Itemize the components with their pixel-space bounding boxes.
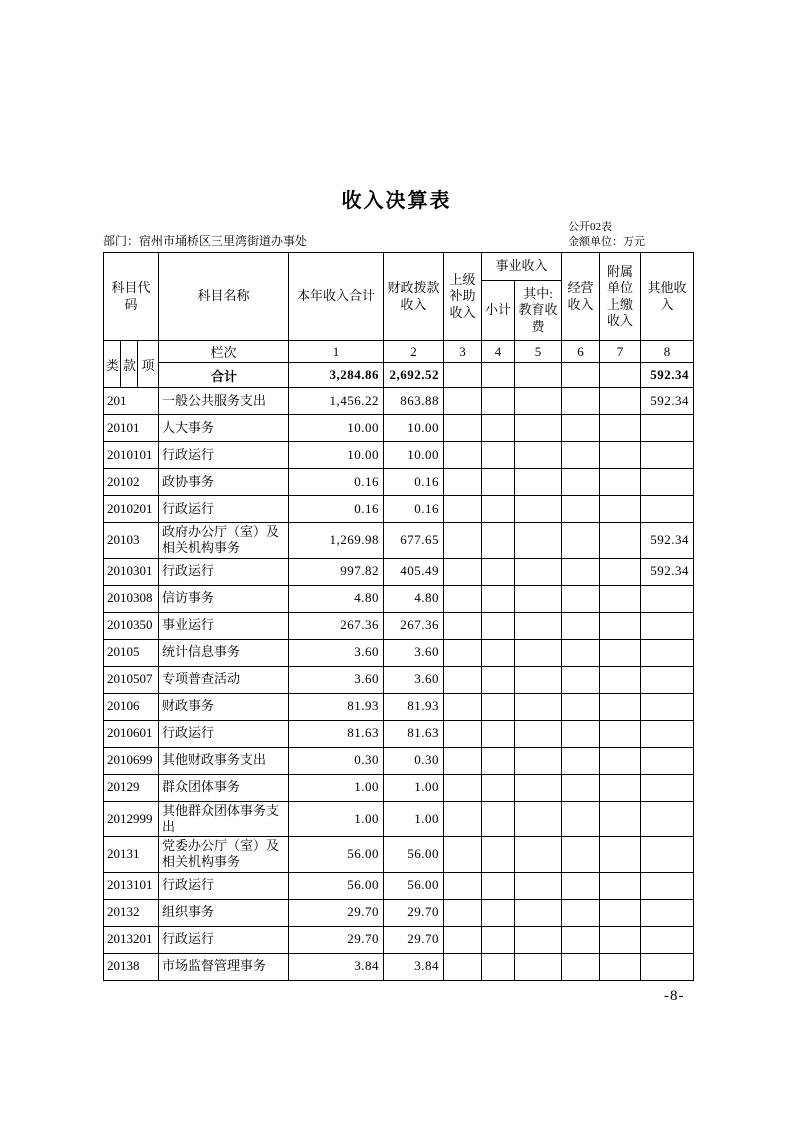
cell-value: 3.60 — [289, 666, 384, 693]
cell-value — [562, 585, 600, 612]
cell-subject-name: 信访事务 — [159, 585, 289, 612]
cell-value — [482, 388, 515, 415]
cell-value — [444, 639, 482, 666]
table-body — [104, 388, 694, 981]
cell-value — [482, 872, 515, 899]
cell-subject-name: 事业运行 — [159, 612, 289, 639]
cell-value: 56.00 — [384, 837, 444, 873]
cell-value — [600, 926, 641, 953]
cell-value — [482, 442, 515, 469]
cell-value — [600, 585, 641, 612]
cell-value — [515, 415, 562, 442]
cell-value — [515, 926, 562, 953]
cell-value — [515, 693, 562, 720]
cell-value — [641, 953, 694, 980]
cell-value — [482, 469, 515, 496]
cell-value — [515, 747, 562, 774]
cell-value — [641, 720, 694, 747]
cell-value — [600, 558, 641, 585]
cell-value — [444, 872, 482, 899]
cell-value — [641, 469, 694, 496]
table-row — [104, 837, 694, 873]
cell-value: 677.65 — [384, 523, 444, 559]
cell-subject-name: 行政运行 — [159, 720, 289, 747]
cell-value: 81.63 — [289, 720, 384, 747]
cell-value — [482, 523, 515, 559]
cell-value — [482, 899, 515, 926]
column-number: 1 — [289, 341, 384, 363]
table-row — [104, 720, 694, 747]
cell-value — [600, 899, 641, 926]
header-operating-income: 经营收入 — [562, 253, 600, 341]
cell-value — [600, 415, 641, 442]
cell-subject-name: 党委办公厅（室）及相关机构事务 — [159, 837, 289, 873]
cell-subject-code: 201 — [104, 388, 159, 415]
cell-value — [600, 523, 641, 559]
cell-value — [641, 693, 694, 720]
cell-subject-name: 其他群众团体事务支出 — [159, 801, 289, 837]
column-number: 2 — [384, 341, 444, 363]
cell-value — [641, 639, 694, 666]
cell-value: 3.84 — [384, 953, 444, 980]
cell-value — [562, 442, 600, 469]
cell-subject-code: 2013201 — [104, 926, 159, 953]
cell-subject-code: 20102 — [104, 469, 159, 496]
cell-value — [641, 442, 694, 469]
cell-value: 3.60 — [384, 639, 444, 666]
header-business-subtotal: 小计 — [482, 281, 515, 341]
cell-value: 4.80 — [289, 585, 384, 612]
total-row — [104, 363, 694, 388]
cell-value: 997.82 — [289, 558, 384, 585]
table-row — [104, 442, 694, 469]
cell-value: 0.30 — [289, 747, 384, 774]
income-table — [103, 252, 694, 981]
cell-value: 405.49 — [384, 558, 444, 585]
cell-value — [600, 953, 641, 980]
cell-subject-code: 2010201 — [104, 496, 159, 523]
cell-value — [444, 469, 482, 496]
table-row — [104, 612, 694, 639]
cell-value: 3,284.86 — [289, 363, 384, 388]
cell-subject-name: 统计信息事务 — [159, 639, 289, 666]
table-row — [104, 747, 694, 774]
cell-value — [562, 872, 600, 899]
header-subject-code: 科目代码 — [104, 253, 159, 341]
table-row — [104, 639, 694, 666]
cell-value — [562, 612, 600, 639]
column-number: 6 — [562, 341, 600, 363]
table-row — [104, 388, 694, 415]
header-total-income: 本年收入合计 — [289, 253, 384, 341]
header-code-item: 项 — [138, 341, 159, 388]
cell-subject-name: 市场监督管理事务 — [159, 953, 289, 980]
cell-value — [562, 558, 600, 585]
cell-value — [600, 363, 641, 388]
cell-subject-code: 2010350 — [104, 612, 159, 639]
cell-value — [600, 837, 641, 873]
cell-value: 1.00 — [384, 774, 444, 801]
cell-value: 592.34 — [641, 388, 694, 415]
form-code-label: 公开02表 — [568, 221, 612, 233]
cell-value — [562, 926, 600, 953]
header-code-class: 类 — [104, 341, 121, 388]
cell-value — [562, 388, 600, 415]
cell-value: 29.70 — [384, 899, 444, 926]
cell-value: 2,692.52 — [384, 363, 444, 388]
cell-value — [600, 469, 641, 496]
cell-subject-code: 2013101 — [104, 872, 159, 899]
cell-value — [641, 837, 694, 873]
table-row — [104, 585, 694, 612]
cell-subject-name: 群众团体事务 — [159, 774, 289, 801]
cell-value: 1,456.22 — [289, 388, 384, 415]
table-row — [104, 801, 694, 837]
cell-value — [562, 469, 600, 496]
cell-value — [482, 666, 515, 693]
cell-value: 29.70 — [384, 926, 444, 953]
cell-value — [444, 693, 482, 720]
cell-value — [562, 363, 600, 388]
cell-value — [444, 953, 482, 980]
cell-subject-name: 政府办公厅（室）及相关机构事务 — [159, 523, 289, 559]
cell-value — [641, 585, 694, 612]
cell-value — [444, 496, 482, 523]
header-affiliated-unit: 附属单位上缴收入 — [600, 253, 641, 341]
cell-value — [562, 774, 600, 801]
cell-value — [562, 837, 600, 873]
cell-value: 56.00 — [289, 872, 384, 899]
cell-value — [641, 801, 694, 837]
cell-value: 1.00 — [289, 801, 384, 837]
cell-value — [562, 720, 600, 747]
cell-value — [600, 639, 641, 666]
cell-value — [515, 837, 562, 873]
cell-value — [482, 774, 515, 801]
header-subject-name: 科目名称 — [159, 253, 289, 341]
cell-value — [482, 837, 515, 873]
cell-value: 81.93 — [289, 693, 384, 720]
cell-value — [515, 720, 562, 747]
cell-value — [515, 558, 562, 585]
cell-value — [515, 585, 562, 612]
cell-subject-name: 行政运行 — [159, 872, 289, 899]
cell-value — [600, 388, 641, 415]
cell-value — [600, 496, 641, 523]
cell-value — [444, 747, 482, 774]
cell-value — [482, 558, 515, 585]
cell-value — [444, 612, 482, 639]
column-index-row — [104, 341, 694, 363]
cell-value — [641, 926, 694, 953]
cell-value: 863.88 — [384, 388, 444, 415]
cell-value — [444, 585, 482, 612]
cell-value — [600, 693, 641, 720]
table-row — [104, 872, 694, 899]
cell-value — [515, 872, 562, 899]
table-row — [104, 666, 694, 693]
cell-value — [600, 774, 641, 801]
cell-subject-name: 人大事务 — [159, 415, 289, 442]
cell-value — [515, 666, 562, 693]
cell-value — [600, 747, 641, 774]
column-number: 4 — [482, 341, 515, 363]
cell-value — [515, 899, 562, 926]
cell-subject-name: 行政运行 — [159, 558, 289, 585]
cell-value — [600, 872, 641, 899]
cell-value — [444, 801, 482, 837]
table-row — [104, 774, 694, 801]
cell-value — [444, 666, 482, 693]
cell-value — [562, 747, 600, 774]
cell-value — [482, 415, 515, 442]
cell-value: 592.34 — [641, 523, 694, 559]
cell-value — [482, 639, 515, 666]
table-row — [104, 496, 694, 523]
cell-value: 56.00 — [289, 837, 384, 873]
table-row — [104, 469, 694, 496]
cell-subject-code: 20105 — [104, 639, 159, 666]
cell-subject-code: 20129 — [104, 774, 159, 801]
cell-subject-code: 20101 — [104, 415, 159, 442]
cell-subject-code: 2010301 — [104, 558, 159, 585]
cell-subject-code: 2010308 — [104, 585, 159, 612]
cell-value — [515, 469, 562, 496]
cell-value — [562, 415, 600, 442]
cell-value — [482, 747, 515, 774]
column-number: 3 — [444, 341, 482, 363]
cell-value — [641, 774, 694, 801]
cell-value: 1.00 — [384, 801, 444, 837]
cell-value — [482, 926, 515, 953]
cell-subject-name: 专项普查活动 — [159, 666, 289, 693]
cell-value — [515, 496, 562, 523]
cell-value — [444, 926, 482, 953]
cell-value — [444, 523, 482, 559]
cell-value — [562, 801, 600, 837]
cell-value — [482, 496, 515, 523]
cell-value — [515, 801, 562, 837]
cell-value — [482, 612, 515, 639]
cell-value: 592.34 — [641, 558, 694, 585]
table-row — [104, 693, 694, 720]
cell-subject-name: 一般公共服务支出 — [159, 388, 289, 415]
cell-subject-code: 20132 — [104, 899, 159, 926]
cell-value — [562, 523, 600, 559]
cell-value — [515, 612, 562, 639]
cell-value — [562, 639, 600, 666]
cell-value — [600, 720, 641, 747]
cell-value — [600, 442, 641, 469]
cell-subject-code: 2010699 — [104, 747, 159, 774]
unit-label: 金额单位：万元 — [568, 236, 645, 248]
cell-value — [444, 363, 482, 388]
cell-value — [562, 953, 600, 980]
cell-value — [641, 872, 694, 899]
cell-value: 267.36 — [384, 612, 444, 639]
cell-subject-code: 20106 — [104, 693, 159, 720]
column-index-label: 栏次 — [159, 341, 289, 363]
table-row — [104, 523, 694, 559]
cell-subject-name: 行政运行 — [159, 496, 289, 523]
cell-value: 29.70 — [289, 899, 384, 926]
header-business-income-group: 事业收入 — [482, 253, 562, 281]
cell-subject-code: 20138 — [104, 953, 159, 980]
department-label: 部门：宿州市埇桥区三里湾街道办事处 — [103, 234, 308, 248]
page-number: -8- — [664, 988, 685, 1004]
cell-subject-code: 2012999 — [104, 801, 159, 837]
cell-value — [641, 415, 694, 442]
cell-value — [641, 612, 694, 639]
column-number: 5 — [515, 341, 562, 363]
cell-value — [515, 774, 562, 801]
cell-value — [444, 774, 482, 801]
header-row-1 — [104, 253, 694, 281]
header-other-income: 其他收入 — [641, 253, 694, 341]
cell-value — [515, 953, 562, 980]
cell-value — [515, 442, 562, 469]
cell-value — [444, 899, 482, 926]
cell-subject-code: 2010507 — [104, 666, 159, 693]
cell-value — [562, 899, 600, 926]
cell-value: 0.16 — [384, 496, 444, 523]
column-number: 7 — [600, 341, 641, 363]
cell-value — [482, 801, 515, 837]
cell-subject-name: 政协事务 — [159, 469, 289, 496]
cell-value — [515, 639, 562, 666]
cell-subject-name: 其他财政事务支出 — [159, 747, 289, 774]
cell-value — [562, 693, 600, 720]
table-row — [104, 899, 694, 926]
cell-value — [515, 363, 562, 388]
cell-value — [482, 693, 515, 720]
table-row — [104, 926, 694, 953]
page-title: 收入决算表 — [341, 190, 452, 212]
total-row-label: 合计 — [159, 363, 289, 388]
cell-value — [444, 388, 482, 415]
column-number: 8 — [641, 341, 694, 363]
cell-value: 3.84 — [289, 953, 384, 980]
cell-value — [444, 442, 482, 469]
cell-value: 56.00 — [384, 872, 444, 899]
cell-value: 1.00 — [289, 774, 384, 801]
cell-value: 0.16 — [289, 496, 384, 523]
cell-value — [641, 747, 694, 774]
cell-value — [444, 558, 482, 585]
cell-value — [515, 523, 562, 559]
header-superior-subsidy: 上级补助收入 — [444, 253, 482, 341]
cell-subject-code: 2010101 — [104, 442, 159, 469]
cell-subject-name: 行政运行 — [159, 926, 289, 953]
cell-value — [515, 388, 562, 415]
header-education-fee: 其中:教育收费 — [515, 281, 562, 341]
cell-subject-code: 20131 — [104, 837, 159, 873]
cell-value — [641, 899, 694, 926]
cell-value: 3.60 — [384, 666, 444, 693]
cell-value — [444, 837, 482, 873]
header-fiscal-allocation: 财政拨款收入 — [384, 253, 444, 341]
cell-value — [600, 801, 641, 837]
cell-subject-name: 行政运行 — [159, 442, 289, 469]
table-row — [104, 558, 694, 585]
cell-value: 10.00 — [289, 415, 384, 442]
cell-value — [600, 666, 641, 693]
cell-value: 0.16 — [289, 469, 384, 496]
cell-value: 3.60 — [289, 639, 384, 666]
cell-value — [482, 953, 515, 980]
cell-value: 29.70 — [289, 926, 384, 953]
cell-value: 592.34 — [641, 363, 694, 388]
cell-value — [482, 720, 515, 747]
cell-value — [641, 496, 694, 523]
cell-value — [562, 496, 600, 523]
table-row — [104, 953, 694, 980]
cell-value — [444, 415, 482, 442]
cell-value — [482, 363, 515, 388]
cell-value: 10.00 — [384, 442, 444, 469]
table-row — [104, 415, 694, 442]
cell-value — [562, 666, 600, 693]
cell-value: 0.30 — [384, 747, 444, 774]
cell-subject-name: 组织事务 — [159, 899, 289, 926]
cell-value: 1,269.98 — [289, 523, 384, 559]
cell-subject-code: 2010601 — [104, 720, 159, 747]
cell-subject-code: 20103 — [104, 523, 159, 559]
cell-value: 81.63 — [384, 720, 444, 747]
header-code-section: 款 — [121, 341, 138, 388]
cell-value: 0.16 — [384, 469, 444, 496]
cell-value — [600, 612, 641, 639]
cell-value: 267.36 — [289, 612, 384, 639]
cell-value: 4.80 — [384, 585, 444, 612]
cell-value: 81.93 — [384, 693, 444, 720]
cell-value — [482, 585, 515, 612]
cell-value — [444, 720, 482, 747]
cell-value: 10.00 — [384, 415, 444, 442]
cell-subject-name: 财政事务 — [159, 693, 289, 720]
cell-value — [641, 666, 694, 693]
cell-value: 10.00 — [289, 442, 384, 469]
